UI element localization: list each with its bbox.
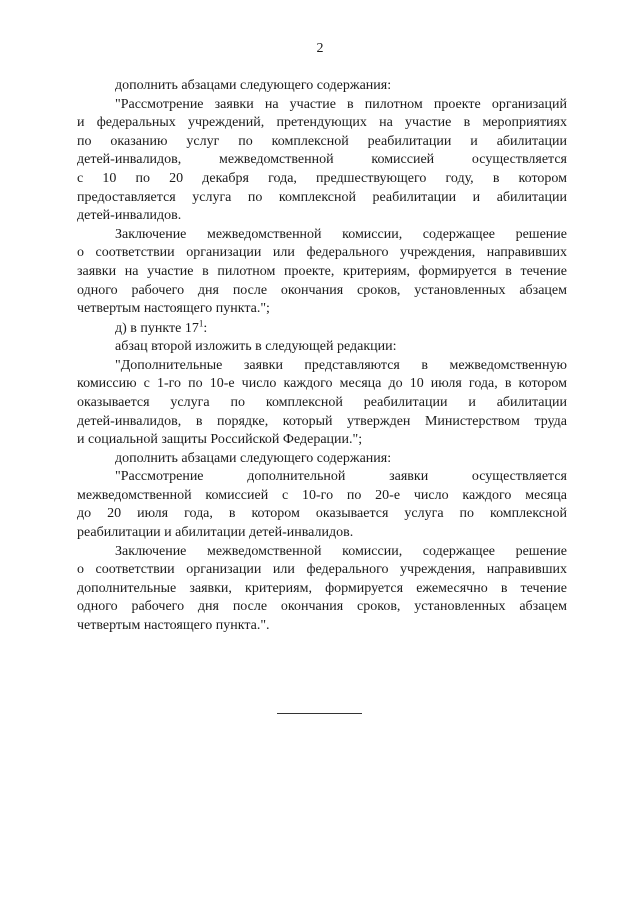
paragraph-clause-d: [77, 319, 567, 338]
paragraph-intro-1: дополнить абзацами следующего содержания:: [115, 78, 392, 93]
text-line: дополнительные заявки, критериям, формируется ежемесячно в течение: [77, 580, 567, 596]
paragraph-second-abzac: абзац второй изложить в следующей редакции:: [115, 339, 397, 355]
paragraph-review-application: [77, 96, 567, 226]
text-line: одного рабочего дня после окончания сроков, установленных абзацем: [77, 599, 567, 615]
text-line: оказывается услуга по комплексной реабилитации и абилитации: [77, 394, 567, 410]
text-line: Заключение межведомственной комиссии, содержащее решение: [115, 226, 567, 242]
document-body: [77, 77, 567, 636]
text-line: четвертым настоящего пункта.";: [77, 301, 270, 317]
text-line: и федеральных учреждений, претендующих на участие в мероприятиях: [77, 115, 567, 131]
end-separator-line: [277, 713, 362, 714]
text-line: и социальной защиты Российской Федерации.";: [77, 432, 363, 448]
text-line: одного рабочего дня после окончания сроков, установленных абзацем: [77, 282, 567, 298]
text-line: четвертым настоящего пункта.".: [77, 618, 270, 634]
text-line: детей-инвалидов, межведомственной комиссией осуществляется: [77, 152, 567, 168]
superscript-index: 1: [198, 318, 204, 329]
text-line: детей-инвалидов.: [77, 208, 182, 224]
text-line: "Дополнительные заявки представляются в межведомственную: [115, 357, 567, 373]
text-line: о соответствии организации или федерального учреждения, направивших: [77, 245, 567, 261]
text-line: межведомственной комиссией с 10-го по 20-е число каждого месяца: [77, 487, 567, 503]
text-line: с 10 по 20 декабря года, предшествующего году, в котором: [77, 170, 567, 186]
text-line: реабилитации и абилитации детей-инвалидов.: [77, 525, 354, 541]
paragraph-review-additional: [77, 468, 567, 542]
page-number: 2: [316, 41, 324, 56]
clause-d-text: д) в пункте 17: [115, 320, 199, 336]
clause-d-colon: :: [203, 320, 208, 336]
text-line: до 20 июля года, в котором оказывается услуга по комплексной: [77, 506, 567, 522]
text-line: детей-инвалидов, в порядке, который утвержден Министерством труда: [77, 413, 567, 429]
text-line: по оказанию услуг по комплексной реабилитации и абилитации: [77, 133, 567, 149]
paragraph-intro-2: дополнить абзацами следующего содержания:: [115, 450, 392, 466]
paragraph-monthly-conclusion: [77, 543, 567, 636]
text-line: "Рассмотрение дополнительной заявки осуществляется: [115, 469, 567, 485]
paragraph-additional-applications: [77, 357, 567, 450]
text-line: "Рассмотрение заявки на участие в пилотном проекте организаций: [115, 96, 567, 112]
text-line: комиссию с 1-го по 10-е число каждого месяца до 10 июля года, в котором: [77, 376, 567, 392]
text-line: заявки на участие в пилотном проекте, критериям, формируется в течение: [77, 263, 567, 279]
text-line: предоставляется услуга по комплексной реабилитации и абилитации: [77, 189, 567, 205]
text-line: Заключение межведомственной комиссии, содержащее решение: [115, 543, 567, 559]
paragraph-commission-conclusion: [77, 226, 567, 319]
text-line: о соответствии организации или федерального учреждения, направивших: [77, 562, 567, 578]
